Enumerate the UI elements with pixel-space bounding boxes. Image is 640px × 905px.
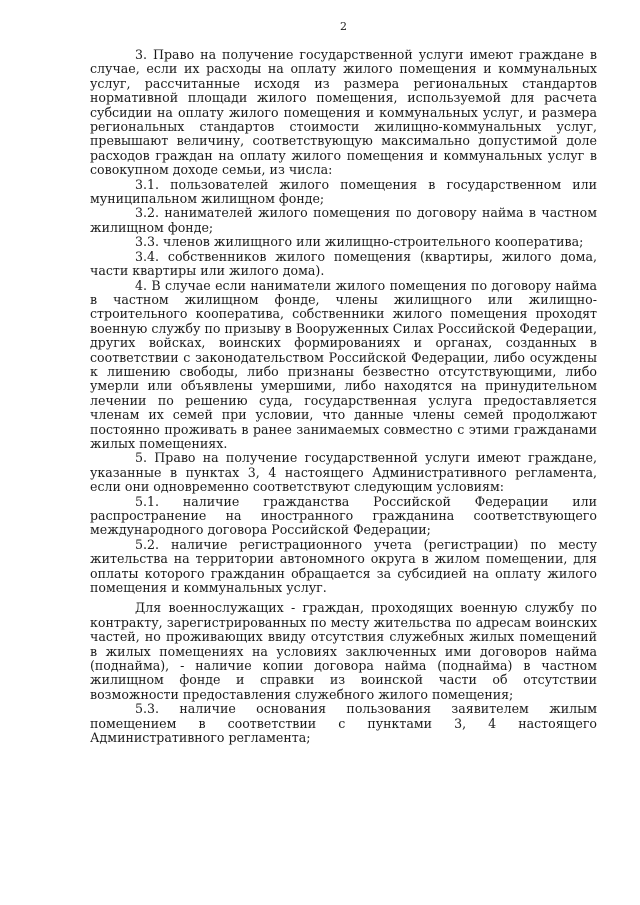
paragraph-5-3: 5.3. наличие основания пользования заявителем жилым помещением в соответствии с пунктами 3, 4 настоящего Административного регламента; (90, 701, 597, 746)
paragraph-3-1: 3.1. пользователей жилого помещения в государственном или муниципальном жилищном фонде; (90, 176, 597, 207)
paragraph-5: 5. Право на получение государственной услуги имеют граждане, указанные в пунктах 3, 4 настоящего Административного регламента, если они одновременно соответствуют следующим условиям: (90, 450, 597, 495)
document-body (90, 48, 597, 746)
paragraph-3-4: 3.4. собственников жилого помещения (квартиры, жилого дома, части квартиры или жилого дома). (90, 248, 597, 279)
paragraph-4: 4. В случае если наниматели жилого помещения по договору найма в частном жилищном фонде, члены жилищного или жилищно-строительного кооператива, собственники жилого помещения проходят военную службу по призыву в Вооруженных Силах Российской Федерации, других войсках, воинских формированиях и органах, созданных в соответствии с законодательством Российской Федерации, либо осуждены к лишению свободы, либо признаны безвестно отсутствующими, либо умерли или объявлены умершими, либо находятся на принудительном лечении по решению суда, государственная услуга предоставляется членам их семей при условии, что данные члены семей продолжают постоянно проживать в ранее занимаемых совместно с этими гражданами жилых помещениях. (90, 277, 597, 451)
paragraph-military-note: Для военнослужащих - граждан, проходящих военную службу по контракту, зарегистрированных по месту жительства по адресам воинских частей, но проживающих ввиду отсутствия служебных жилых помещений в жилых помещениях на условиях заключенных ими договоров найма (поднайма), - наличие копии договора найма (поднайма) в частном жилищном фонде и справки из воинской части об отсутствии возможности предоставления служебного жилого помещения; (90, 600, 597, 702)
paragraph-5-2: 5.2. наличие регистрационного учета (регистрации) по месту жительства на территории автономного округа в жилом помещении, для оплаты которого гражданин обращается за субсидией на оплату жилого помещения и коммунальных услуг. (90, 536, 597, 596)
paragraph-5-1: 5.1. наличие гражданства Российской Федерации или распространение на иностранного гражданина соответствующего международного договора Российской Федерации; (90, 493, 597, 538)
page-number: 2 (340, 20, 347, 33)
paragraph-3-3: 3.3. членов жилищного или жилищно-строительного кооператива; (135, 234, 584, 250)
paragraph-3: 3. Право на получение государственной услуги имеют граждане в случае, если их расходы на оплату жилого помещения и коммунальных услуг, рассчитанные исходя из размера региональных стандартов нормативной площади жилого помещения, используемой для расчета субсидии на оплату жилого помещения и коммунальных услуг, и размера региональных стандартов стоимости жилищно-коммунальных услуг, превышают величину, соответствующую максимально допустимой доле расходов граждан на оплату жилого помещения и коммунальных услуг в совокупном доходе семьи, из числа: (90, 47, 597, 178)
paragraph-3-2: 3.2. нанимателей жилого помещения по договору найма в частном жилищном фонде; (90, 205, 597, 235)
